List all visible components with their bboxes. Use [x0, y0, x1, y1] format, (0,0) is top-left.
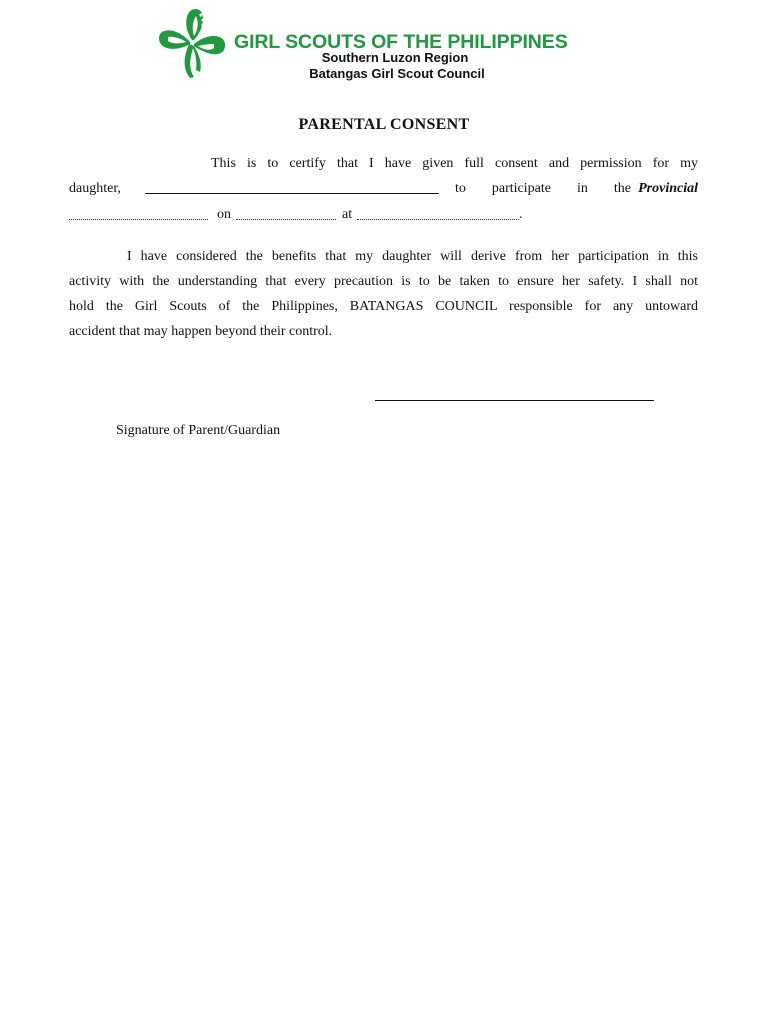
event-date-field[interactable]: [236, 207, 336, 220]
para1-line1: This is to certify that I have given full consent and permission for my: [211, 156, 698, 171]
on-label: on: [217, 207, 231, 222]
at-label: at: [342, 207, 353, 222]
signature-field[interactable]: [375, 400, 654, 401]
organization-name: GIRL SCOUTS OF THE PHILIPPINES: [234, 31, 568, 53]
region-name: Southern Luzon Region: [321, 50, 469, 65]
para2-line1: I have considered the benefits that my daughter will derive from her participation in this: [127, 249, 698, 264]
trefoil-logo-icon: [156, 6, 228, 80]
para2-line3: hold the Girl Scouts of the Philippines, BATANGAS COUNCIL responsible for any untoward: [69, 299, 698, 314]
para2-line2: activity with the understanding that every precaution is to be taken to ensure her safety. I shall not: [69, 274, 698, 289]
para2-line4: accident that may happen beyond their control.: [69, 324, 333, 339]
daughter-label: daughter,: [69, 181, 121, 196]
participate-text: to participate in the: [455, 181, 631, 196]
signature-label: Signature of Parent/Guardian: [116, 423, 281, 438]
provincial-text: Provincial: [638, 181, 698, 196]
council-name: Batangas Girl Scout Council: [309, 66, 485, 81]
page-title: PARENTAL CONSENT: [298, 116, 470, 133]
event-name-field[interactable]: [69, 207, 208, 220]
period-mark: .: [519, 207, 523, 222]
event-venue-field[interactable]: [357, 207, 519, 220]
daughter-name-field[interactable]: [145, 181, 439, 194]
